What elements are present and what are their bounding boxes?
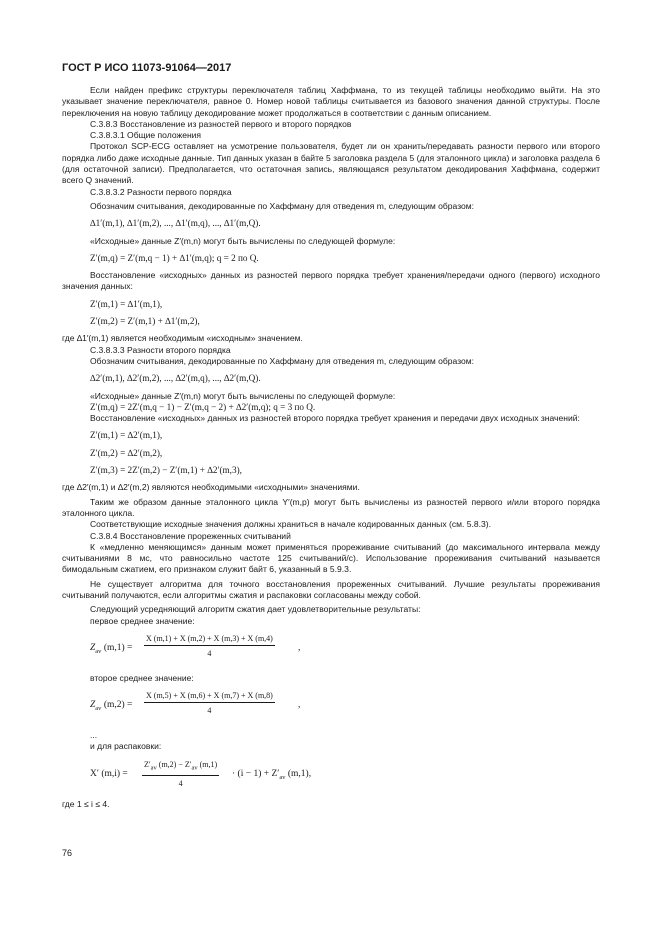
paragraph: Обозначим считывания, декодированные по Хаффману для отведения m, следующим образом:: [90, 200, 475, 211]
paragraph: Восстановление «исходных» данных из разностей второго порядка требует хранения и передачи двух исходных значений:: [90, 413, 580, 424]
section-heading: С.3.8.3.1 Общие положения: [90, 130, 202, 141]
paragraph: Следующий усредняющий алгоритм сжатия дает удовлетворительные результаты:: [90, 604, 421, 615]
formula-fraction: $\frac{Z'_{av} (m,2) - Z'_{av} (m,1)}{4}$: [144, 759, 218, 788]
paragraph: и для распаковки:: [90, 741, 162, 752]
section-heading: С.3.8.3 Восстановление из разностей первого и второго порядков: [90, 118, 352, 129]
section-heading: С.3.8.3.2 Разности первого порядка: [90, 186, 232, 197]
section-heading: С.3.8.4 Восстановление прореженных считываний: [90, 530, 291, 541]
paragraph: «Исходные» данные Z′(m,n) могут быть вычислены по следующей формуле:: [90, 390, 396, 401]
page-number: 76: [62, 848, 73, 858]
paragraph: Таким же образом данные эталонного цикла Y′(m,p) могут быть вычислены из разностей первого и/или второго порядка эталонного цикла.: [62, 496, 600, 518]
ellipsis: ...: [90, 730, 98, 741]
paragraph: Не существует алгоритма для точного восстановления прореженных считываний. Лучшие результаты прореживания считываний получаются, если алгоритмы сжатия и распаковки согласованы между собой.: [62, 578, 600, 600]
formula-tail: · $(i - 1) + Z'_{av}$ (m,1),: [232, 768, 312, 781]
paragraph: где ∆1′(m,1) является необходимым «исходным» значением.: [62, 333, 303, 344]
page-header: ГОСТ Р ИСО 11073-91064—2017: [62, 62, 232, 74]
equation-line: Z′(m,3) = 2Z′(m,2) − Z′(m,1) + ∆2′(m,3),: [90, 465, 242, 476]
paragraph: Протокол SCP-ECG оставляет на усмотрение пользователя, будет ли он хранить/передавать разности первого или второго порядка либо даже исходные данные. Тип данных указан в байте 5 заголовка раздела 5 (для эталонного цикла) и заголовка раздела 6 (для остаточной записи). Предполагается, что остаточная запись, являющаяся результатом декодирования Хаффмана, содержит всего Q значений.: [62, 141, 600, 186]
equation-line: ∆2′(m,1), ∆2′(m,2), ..., ∆2′(m,q), ..., ∆2′(m,Q).: [90, 373, 261, 384]
paragraph: К «медленно меняющимся» данным может применяться прореживание считываний (до максимального интервала между считываниями 8 мс, что равносильно частоте 125 считываний/с). Использование прореживания считываний называется бимодальным сжатием, его признаком служит байт 6, указанный в 5.9.3.: [62, 541, 600, 575]
formula-fraction: $\frac{X (m,1) + X (m,2) + X (m,3) + X (m,4)}{4}$: [146, 633, 273, 659]
formula-decompression: [62, 759, 600, 795]
paragraph: где ∆2′(m,1) и ∆2′(m,2) являются необходимыми «исходными» значениями.: [62, 482, 360, 493]
formula-lhs: $Z_{av}$ (m,2) =: [90, 700, 133, 713]
equation-line: Z′(m,q) = Z′(m,q − 1) + ∆1′(m,q); q = 2 по Q.: [90, 252, 259, 263]
equation-line: Z′(m,2) = ∆2′(m,2),: [90, 447, 163, 458]
document-body: [62, 85, 600, 810]
paragraph: Восстановление «исходных» данных из разностей первого порядка требует хранения/передачи одного (первого) исходного значения данных:: [62, 270, 600, 292]
equation-line: Z′(m,q) = 2Z′(m,q − 1) − Z′(m,q − 2) + ∆2′(m,q); q = 3 по Q.: [90, 401, 316, 412]
paragraph: второе среднее значение:: [90, 672, 194, 683]
paragraph: «Исходные» данные Z′(m,n) могут быть вычислены по следующей формуле:: [90, 235, 396, 246]
formula-fraction: $\frac{X (m,5) + X (m,6) + X (m,7) + X (m,8)}{4}$: [146, 691, 273, 716]
equation-line: Z′(m,1) = ∆1′(m,1),: [90, 298, 163, 309]
paragraph: Обозначим считывания, декодированные по Хаффману для отведения m, следующим образом:: [90, 355, 475, 366]
paragraph: Если найден префикс структуры переключателя таблиц Хаффмана, то из текущей таблицы необходимо выйти. На это указывает значение переключателя, равное 0. Номер новой таблицы считывается из базового значения данной структуры. После переключения на новую таблицу декодирование может продолжаться в соответствии с данным описанием.: [62, 85, 600, 118]
paragraph: Соответствующие исходные значения должны храниться в начале кодированных данных (см. 5.8.3).: [90, 519, 491, 530]
section-heading: С.3.8.3.3 Разности второго порядка: [90, 344, 231, 355]
formula-lhs: $Z_{av}$ (m,1) =: [90, 642, 133, 655]
paragraph: где 1 ≤ i ≤ 4.: [62, 798, 110, 809]
equation-line: Z′(m,2) = Z′(m,1) + ∆1′(m,2),: [90, 316, 200, 327]
formula-second-average: $Z_{av}$ (m,2) = $\frac{X (m,5) + X (m,6) + X (m,7) + X (m,8)}{4}$ ,: [90, 691, 301, 716]
equation-line: ∆1′(m,1), ∆1′(m,2), ..., ∆1′(m,q), ..., ∆1′(m,Q).: [90, 218, 261, 229]
formula-first-average: $Z_{av}$ (m,1) = $\frac{X (m,1) + X (m,2) + X (m,3) + X (m,4)}{4}$ ,: [90, 633, 301, 659]
equation-line: Z′(m,1) = ∆2′(m,1),: [90, 430, 163, 441]
formula-lhs: X′ (m,i) =: [90, 768, 128, 779]
paragraph: первое среднее значение:: [90, 615, 195, 626]
